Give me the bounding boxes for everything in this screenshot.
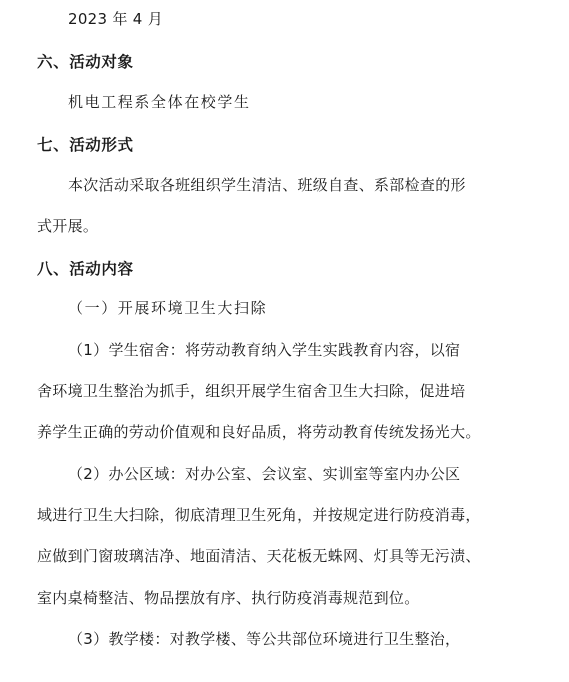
building-paragraph-line-1: （3）教学楼：对教学楼、等公共部位环境进行卫生整治，	[68, 630, 461, 648]
office-paragraph-line-3: 应做到门窗玻璃洁净、地面清洁、天花板无蛛网、灯具等无污渍、	[37, 547, 481, 565]
content-subheading: （一）开展环境卫生大扫除	[68, 299, 268, 317]
dorm-paragraph-line-1: （1）学生宿舍：将劳动教育纳入学生实践教育内容，以宿	[68, 341, 461, 359]
office-paragraph-line-2: 域进行卫生大扫除，彻底清理卫生死角，并按规定进行防疫消毒，	[37, 506, 481, 524]
target-text: 机电工程系全体在校学生	[68, 93, 251, 111]
section-heading-form: 七、活动形式	[37, 136, 134, 154]
section-heading-content: 八、活动内容	[37, 260, 134, 278]
office-paragraph-line-4: 室内桌椅整洁、物品摆放有序、执行防疫消毒规范到位。	[37, 589, 420, 607]
office-paragraph-line-1: （2）办公区域：对办公室、会议室、实训室等室内办公区	[68, 465, 461, 483]
form-text-line-2: 式开展。	[37, 217, 99, 235]
dorm-paragraph-line-2: 舍环境卫生整治为抓手，组织开展学生宿舍卫生大扫除，促进培	[37, 382, 466, 400]
date-line: 2023 年 4 月	[68, 10, 164, 28]
section-heading-target: 六、活动对象	[37, 53, 134, 71]
dorm-paragraph-line-3: 养学生正确的劳动价值观和良好品质，将劳动教育传统发扬光大。	[37, 423, 481, 441]
form-text-line-1: 本次活动采取各班组织学生清洁、班级自查、系部检查的形	[68, 176, 466, 194]
